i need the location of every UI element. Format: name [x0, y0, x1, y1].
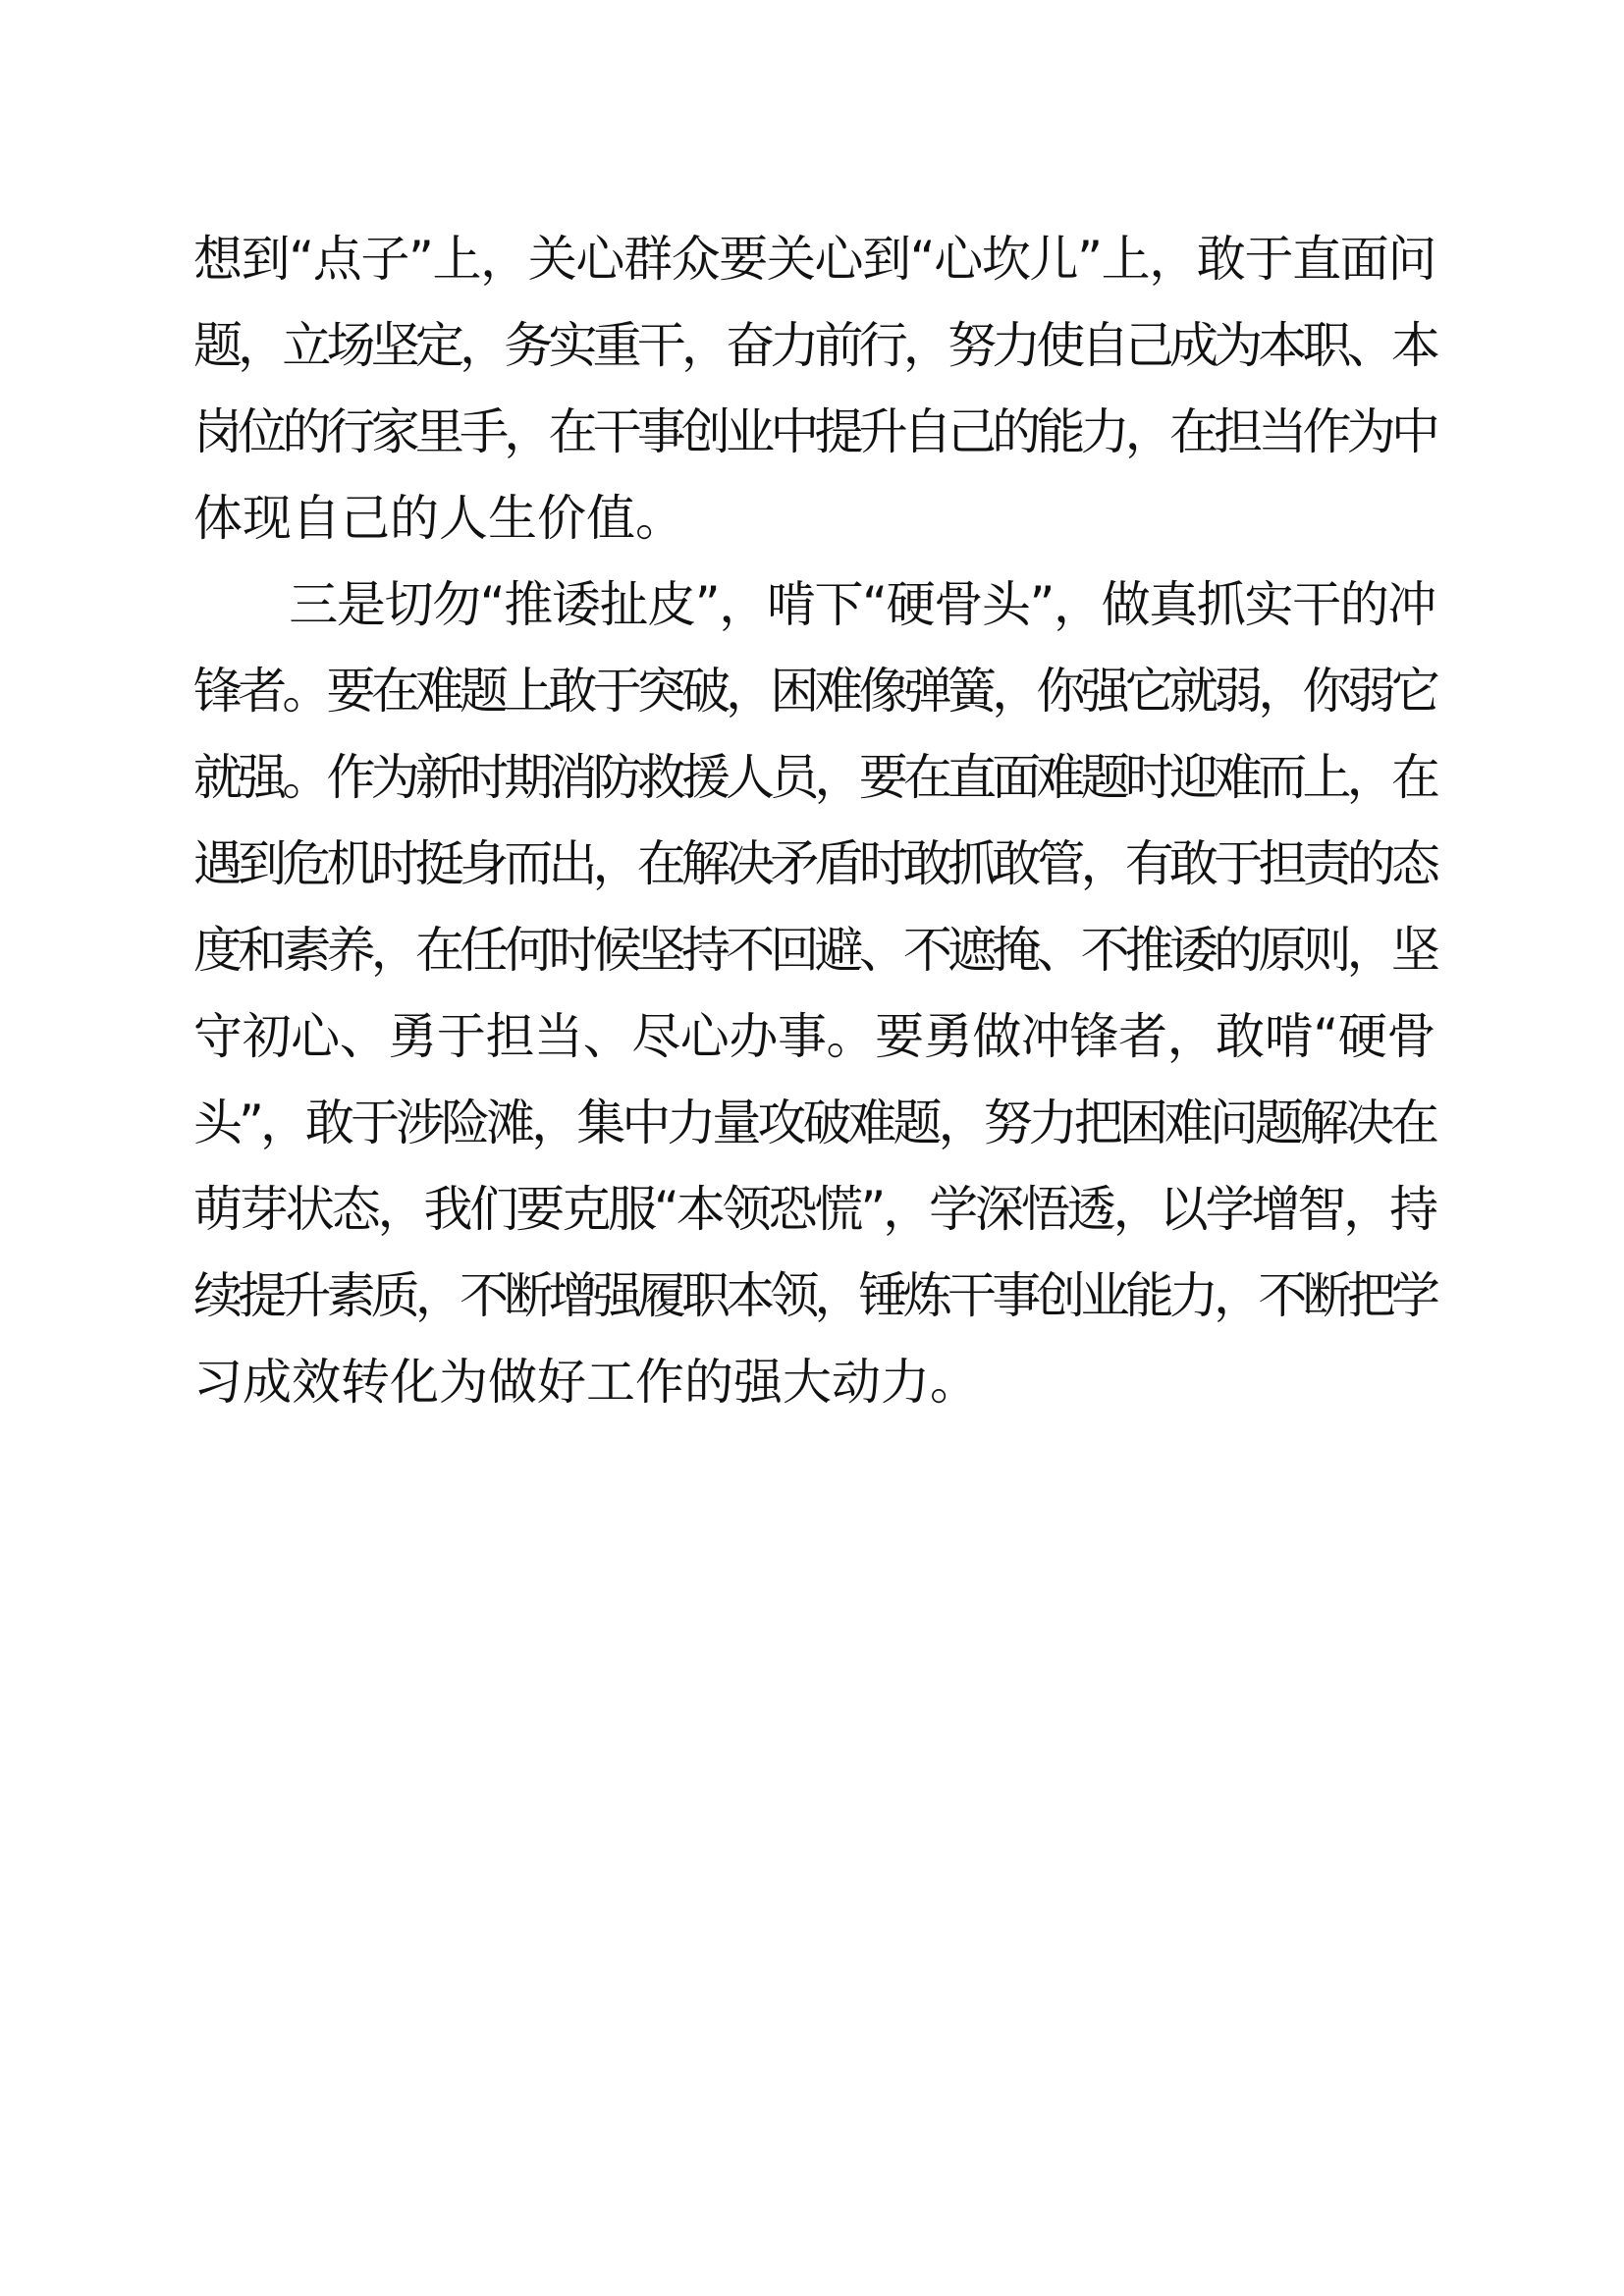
paragraph-line: 锋者。要在难题上敢于突破，困难像弹簧，你强它就弱，你弱它: [193, 663, 1436, 720]
paragraph-line: 题，立场坚定，务实重干，奋力前行，努力使自己成为本职、本: [193, 317, 1436, 374]
paragraph-line: 岗位的行家里手，在干事创业中提升自己的能力，在担当作为中: [193, 403, 1436, 460]
document-body: [193, 216, 1435, 1425]
paragraph-line: 遇到危机时挺身而出，在解决矛盾时敢抓敢管，有敢于担责的态: [193, 835, 1436, 892]
paragraph-line: 想到“点子”上，关心群众要关心到“心坎儿”上，敢于直面问: [193, 231, 1435, 288]
paragraph-line: 习成效转化为做好工作的强大动力。: [193, 1354, 979, 1411]
paragraph-line: 三是切勿“推诿扯皮”，啃下“硬骨头”，做真抓实干的冲: [193, 576, 1435, 633]
paragraph-line: 头”，敢于涉险滩，集中力量攻破难题，努力把困难问题解决在: [193, 1095, 1436, 1151]
paragraph-line: 就强。作为新时期消防救援人员，要在直面难题时迎难而上，在: [193, 749, 1436, 806]
paragraph-line: 度和素养，在任何时候坚持不回避、不遮掩、不推诿的原则，坚: [193, 922, 1436, 979]
paragraph-1: [193, 216, 1435, 561]
paragraph-line: 体现自己的人生价值。: [193, 490, 684, 547]
paragraph-line: 续提升素质，不断增强履职本领，锤炼干事创业能力，不断把学: [193, 1267, 1436, 1324]
paragraph-2: [193, 561, 1435, 1425]
paragraph-line: 萌芽状态，我们要克服“本领恐慌”，学深悟透，以学增智，持: [193, 1181, 1436, 1238]
paragraph-line: 守初心、勇于担当、尽心办事。要勇做冲锋者，敢啃“硬骨: [193, 1008, 1435, 1065]
